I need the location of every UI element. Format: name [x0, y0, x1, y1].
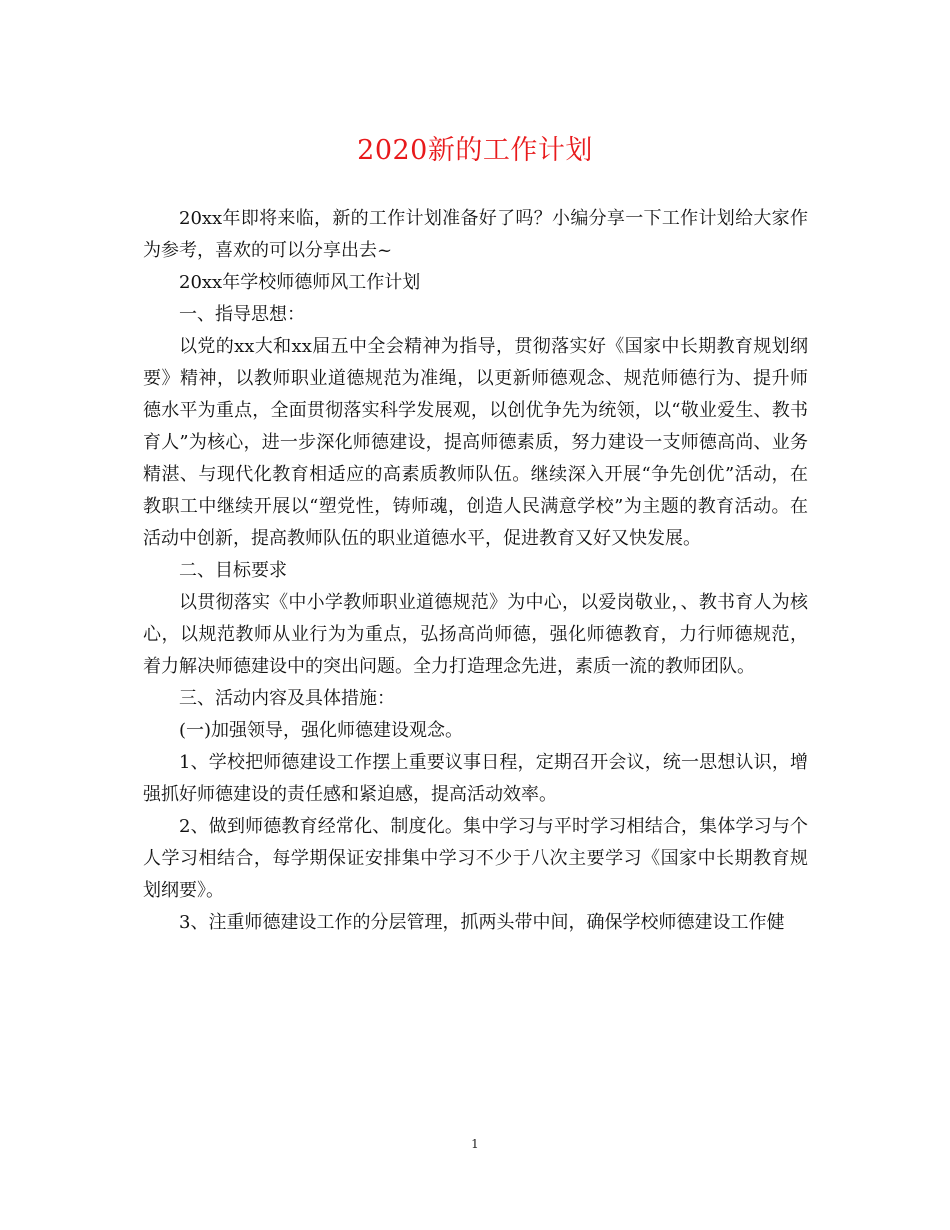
- document-title: 2020新的工作计划: [357, 135, 593, 166]
- list-item-3: 3、注重师德建设工作的分层管理，抓两头带中间，确保学校师德建设工作健: [179, 912, 785, 933]
- section-heading-activities: 三、活动内容及具体措施：: [179, 688, 395, 709]
- section-heading-goals: 二、目标要求: [179, 560, 287, 581]
- paragraph-guiding-ideology: 以党的xx大和xx届五中全会精神为指导，贯彻落实好《国家中长期教育规划纲要》精神，以教师职业道德规范为准绳，以更新师德观念、规范师德行为、提升师德水平为重点，全面贯彻落实科学发展观，以创优争先为统领，以“敬业爱生、教书育人”为核心，进一步深化师德建设，提高师德素质，努力建设一支师德高尚、业务精湛、与现代化教育相适应的高素质教师队伍。继续深入开展“争先创优”活动，在教职工中继续开展以“塑党性，铸师魂，创造人民满意学校”为主题的教育活动。在活动中创新，提高教师队伍的职业道德水平，促进教育又好又快发展。: [143, 336, 808, 549]
- document-body: [143, 203, 808, 939]
- list-item-2: 2、做到师德教育经常化、制度化。集中学习与平时学习相结合，集体学习与个人学习相结合，每学期保证安排集中学习不少于八次主要学习《国家中长期教育规划纲要》。: [143, 816, 808, 901]
- list-item-1: 1、学校把师德建设工作摆上重要议事日程，定期召开会议，统一思想认识，增强抓好师德建设的责任感和紧迫感，提高活动效率。: [143, 752, 808, 805]
- paragraph-plan-heading: 20xx年学校师德师风工作计划: [179, 272, 421, 293]
- paragraph-intro: 20xx年即将来临，新的工作计划准备好了吗？小编分享一下工作计划给大家作为参考，喜欢的可以分享出去~: [143, 208, 808, 261]
- paragraph-goals: 以贯彻落实《中小学教师职业道德规范》为中心，以爱岗敬业，、教书育人为核心，以规范教师从业行为为重点，弘扬高尚师德，强化师德教育，力行师德规范，着力解决师德建设中的突出问题。全力打造理念先进，素质一流的教师团队。: [143, 592, 808, 677]
- section-heading-guiding-ideology: 一、指导思想：: [179, 304, 305, 325]
- subsection-heading-leadership: (一)加强领导，强化师德建设观念。: [179, 720, 464, 741]
- page-number: 1: [471, 1137, 479, 1151]
